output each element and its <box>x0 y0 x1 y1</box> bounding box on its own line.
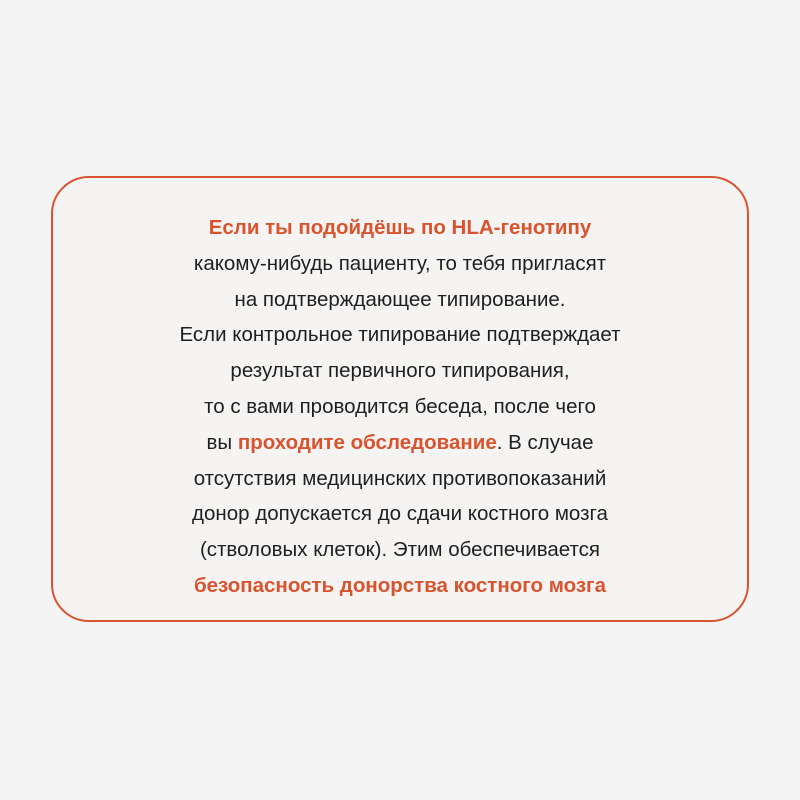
text-segment: донор допускается до сдачи костного мозга <box>192 502 608 526</box>
text-line <box>0 496 800 532</box>
highlight-examination: проходите обследование <box>237 430 497 454</box>
card-text <box>0 210 800 604</box>
highlight-hla-genotype: Если ты подойдёшь по HLA-генотипу <box>208 216 592 239</box>
text-line <box>0 532 800 568</box>
text-segment: какому-нибудь пациенту, то тебя пригласят <box>193 251 607 275</box>
text-line <box>0 353 800 389</box>
text-line <box>0 317 800 353</box>
text-segment: на подтверждающее типирование. <box>234 287 566 311</box>
text-segment: (стволовых клеток). Этим обеспечивается <box>199 538 601 562</box>
text-segment: вы <box>206 430 238 454</box>
text-segment: результат первичного типирования, <box>230 359 570 383</box>
text-line-closing <box>0 568 800 604</box>
text-segment: Если контрольное типирование подтверждает <box>179 323 621 347</box>
text-segment: то с вами проводится беседа, после чего <box>204 394 596 418</box>
text-line-heading <box>0 210 800 246</box>
text-segment: . В случае <box>496 430 594 454</box>
text-line <box>0 282 800 318</box>
text-line <box>0 389 800 425</box>
highlight-donation-safety: безопасность донорства костного мозга <box>193 573 606 597</box>
text-line <box>0 246 800 282</box>
text-line <box>0 461 800 497</box>
text-segment: отсутствия медицинских противопоказаний <box>193 466 607 490</box>
text-line <box>0 425 800 461</box>
